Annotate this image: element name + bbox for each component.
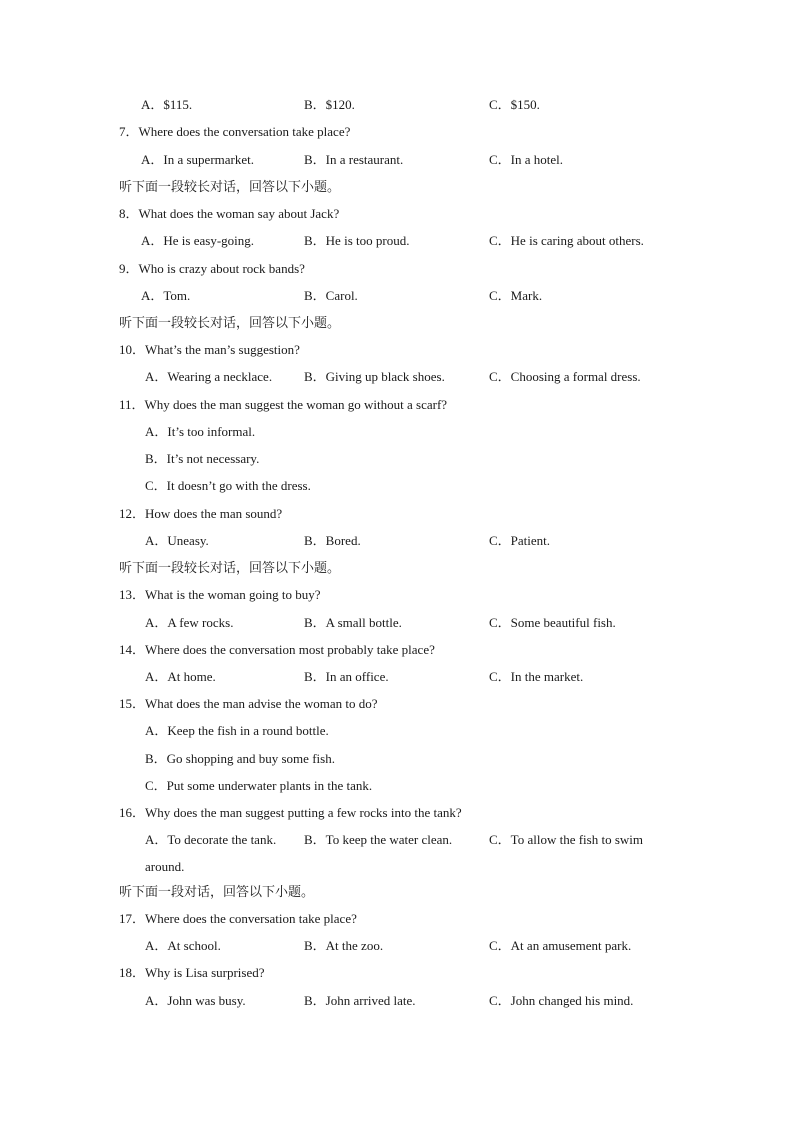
q18-question: 18．Why is Lisa surprised?	[119, 965, 265, 980]
q10-option-a: A．Wearing a necklace.	[145, 369, 273, 384]
q16-option-c: C．To allow the fish to swim	[489, 832, 644, 847]
q13-option-c: C．Some beautiful fish.	[489, 615, 616, 630]
q17-option-b: B．At the zoo.	[304, 938, 384, 953]
q6-option-a: A．$115.	[141, 97, 193, 112]
q15-option-c: C．Put some underwater plants in the tank.	[145, 778, 373, 793]
q9-option-a: A．Tom.	[141, 288, 191, 303]
q17-option-a: A．At school.	[145, 938, 221, 953]
q15-option-a: A．Keep the fish in a round bottle.	[145, 723, 329, 738]
q11-option-a: A．It’s too informal.	[145, 424, 256, 439]
section-instruction: 听下面一段较长对话，回答以下小题。	[119, 560, 341, 575]
q18-option-a: A．John was busy.	[145, 993, 246, 1008]
q8-option-b: B．He is too proud.	[304, 233, 410, 248]
q9-question: 9．Who is crazy about rock bands?	[119, 261, 305, 276]
q10-option-b: B．Giving up black shoes.	[304, 369, 445, 384]
q16-question: 16．Why does the man suggest putting a few rocks into the tank?	[119, 805, 462, 820]
q11-question: 11．Why does the man suggest the woman go without a scarf?	[119, 397, 448, 412]
q6-option-c: C．$150.	[489, 97, 540, 112]
q7-option-b: B．In a restaurant.	[304, 152, 404, 167]
q10-option-c: C．Choosing a formal dress.	[489, 369, 641, 384]
q13-option-b: B．A small bottle.	[304, 615, 402, 630]
q9-option-c: C．Mark.	[489, 288, 543, 303]
q7-option-c: C．In a hotel.	[489, 152, 564, 167]
q6-option-b: B．$120.	[304, 97, 355, 112]
q12-option-b: B．Bored.	[304, 533, 361, 548]
q7-option-a: A．In a supermarket.	[141, 152, 254, 167]
q10-question: 10．What’s the man’s suggestion?	[119, 342, 300, 357]
q13-option-a: A．A few rocks.	[145, 615, 234, 630]
q14-option-b: B．In an office.	[304, 669, 389, 684]
q12-option-c: C．Patient.	[489, 533, 551, 548]
section-instruction: 听下面一段对话，回答以下小题。	[119, 884, 315, 899]
section-instruction: 听下面一段较长对话，回答以下小题。	[119, 179, 341, 194]
q12-question: 12．How does the man sound?	[119, 506, 283, 521]
q9-option-b: B．Carol.	[304, 288, 358, 303]
q17-question: 17．Where does the conversation take place?	[119, 911, 357, 926]
q14-option-c: C．In the market.	[489, 669, 584, 684]
q15-question: 15．What does the man advise the woman to do?	[119, 696, 378, 711]
q7-question: 7．Where does the conversation take place?	[119, 124, 351, 139]
q16-option-c-continued: around.	[145, 859, 185, 874]
q14-question: 14．Where does the conversation most probably take place?	[119, 642, 435, 657]
q17-option-c: C．At an amusement park.	[489, 938, 632, 953]
q8-option-a: A．He is easy-going.	[141, 233, 255, 248]
q18-option-c: C．John changed his mind.	[489, 993, 634, 1008]
q15-option-b: B．Go shopping and buy some fish.	[145, 751, 335, 766]
q8-option-c: C．He is caring about others.	[489, 233, 644, 248]
q8-question: 8．What does the woman say about Jack?	[119, 206, 340, 221]
q11-option-b: B．It’s not necessary.	[145, 451, 260, 466]
q13-question: 13．What is the woman going to buy?	[119, 587, 321, 602]
section-instruction: 听下面一段较长对话，回答以下小题。	[119, 315, 341, 330]
q16-option-a: A．To decorate the tank.	[145, 832, 277, 847]
q16-option-b: B．To keep the water clean.	[304, 832, 453, 847]
q11-option-c: C．It doesn’t go with the dress.	[145, 478, 311, 493]
q12-option-a: A．Uneasy.	[145, 533, 209, 548]
q18-option-b: B．John arrived late.	[304, 993, 416, 1008]
q14-option-a: A．At home.	[145, 669, 216, 684]
